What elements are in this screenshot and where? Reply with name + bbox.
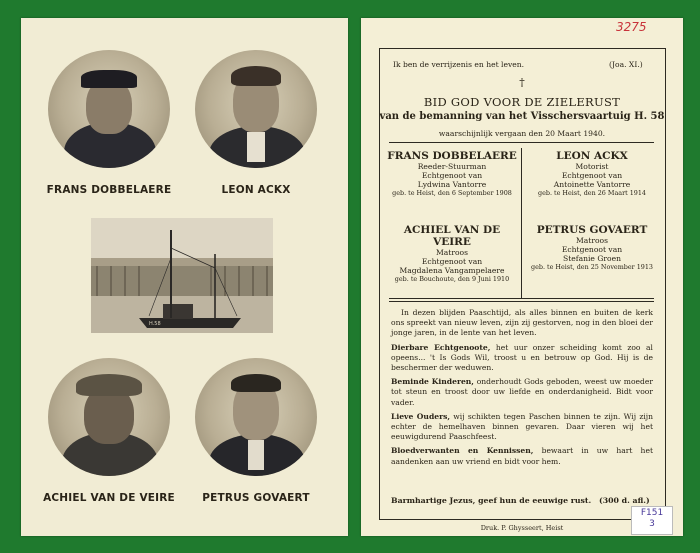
- paragraph-text: In dezen blijden Paaschtijd, als alles binnen en buiten de kerk ons spreekt van nieuw leven, zijn zij gestorven, nog in den bloei der jonge jaren, in de lente van het leven.: [391, 308, 653, 338]
- crew-name: LEON ACKX: [556, 150, 628, 162]
- portrait-petrus-govaert: [195, 358, 317, 476]
- crew-born: geb. te Heist, den 25 November 1913: [530, 263, 653, 271]
- archive-tag: F151 3: [631, 506, 673, 535]
- crew-entry: [525, 150, 659, 197]
- crew-born: geb. te Heist, den 6 September 1908: [392, 189, 512, 197]
- portrait-name: PETRUS GOVAERT: [202, 492, 310, 504]
- crew-name: PETRUS GOVAERT: [536, 224, 648, 236]
- indulgence-note: (300 d. afl.): [599, 496, 650, 505]
- photo-card: [21, 18, 348, 536]
- scripture-quote: Ik ben de verrijzenis en het leven.: [393, 60, 525, 69]
- crew-spouse: Lydwina Vantorre: [417, 180, 487, 189]
- cross-symbol: †: [519, 76, 525, 89]
- paragraph-lead: Beminde Kinderen,: [391, 377, 474, 387]
- crew-spouse-label: Echtgenoot van: [421, 257, 483, 266]
- crew-role: Reeder-Stuurman: [417, 162, 487, 171]
- memorial-text-card: [361, 18, 683, 536]
- paragraph-text: het uur onzer scheiding komt zoo al opeens... 't Is Gods Wil, troost u en betrouw op God. Hij is de beschermer der weduwen.: [391, 342, 653, 373]
- crew-spouse: Stefanie Groen: [563, 254, 621, 263]
- paragraph-lead: Lieve Ouders,: [391, 411, 451, 421]
- crew-name: FRANS DOBBELAERE: [387, 150, 517, 162]
- portrait-name: LEON ACKX: [221, 184, 291, 196]
- divider: [389, 301, 654, 302]
- crew-spouse-label: Echtgenoot van: [421, 171, 483, 180]
- portrait-frans-dobbelaere: [48, 50, 170, 168]
- paragraph: [391, 446, 653, 466]
- crew-entry: [385, 150, 519, 197]
- crew-spouse: Antoinette Vantorre: [553, 180, 631, 189]
- crew-spouse-label: Echtgenoot van: [561, 171, 623, 180]
- divider: [389, 142, 654, 143]
- divider: [389, 298, 654, 299]
- scripture-ref: (Joa. XI.): [609, 60, 643, 69]
- portrait-leon-ackx: [195, 50, 317, 168]
- paragraph: [391, 412, 653, 443]
- paragraph: [391, 308, 653, 339]
- portrait-achiel-van-de-veire: [48, 358, 170, 476]
- boat-photo: [91, 218, 273, 333]
- subtitle-date: waarschijnlijk vergaan den 20 Maart 1940.: [438, 129, 606, 138]
- paragraph: [391, 377, 653, 408]
- crew-born: geb. te Heist, den 26 Maart 1914: [538, 189, 646, 197]
- paragraph-lead: Dierbare Echtgenoote,: [391, 342, 491, 352]
- crew-born: geb. te Bouchoute, den 9 Juni 1910: [394, 275, 510, 283]
- column-divider: [521, 148, 522, 298]
- heading-crew: van de bemanning van het Visschersvaartuig H. 58: [379, 111, 665, 122]
- portrait-name: FRANS DOBBELAERE: [46, 184, 172, 196]
- ref-number: 3275: [616, 20, 647, 34]
- crew-role: Motorist: [575, 162, 609, 171]
- printer-credit: Druk. P. Ghysseert, Heist: [480, 524, 564, 532]
- crew-name: ACHIEL VAN DE VEIRE: [403, 224, 501, 248]
- message-body: [391, 308, 653, 471]
- paragraph-text: onderhoudt Gods geboden, weest uw moeder tot steun en troost door uw liefde en onderdanigheid. Bidt voor vader.: [391, 377, 653, 407]
- paragraph-text: bewaart in uw hart het aandenken aan uw vriend en bidt voor hem.: [391, 446, 653, 466]
- crew-spouse-label: Echtgenoot van: [561, 245, 623, 254]
- crew-spouse: Magdalena Vangampelaere: [399, 266, 505, 275]
- paragraph-text: wij schikten tegen Paschen binnen te zijn. Wij zijn echter de hemelhaven binnen gevaren. Daar vieren wij het eeuwigdurend Paaschfeest.: [391, 411, 654, 442]
- heading-prayer: BID GOD VOOR DE ZIELERUST: [423, 95, 621, 109]
- closing-prayer: Barmhartige Jezus, geef hun de eeuwige rust.: [391, 496, 592, 505]
- paragraph-lead: Bloedverwanten en Kennissen,: [391, 446, 534, 456]
- crew-entry: [385, 224, 519, 283]
- boat-label: H.58: [149, 321, 161, 327]
- crew-role: Matroos: [575, 236, 609, 245]
- paragraph: [391, 343, 653, 374]
- portrait-name: ACHIEL VAN DE VEIRE: [43, 492, 175, 504]
- crew-role: Matroos: [435, 248, 469, 257]
- crew-entry: [525, 224, 659, 271]
